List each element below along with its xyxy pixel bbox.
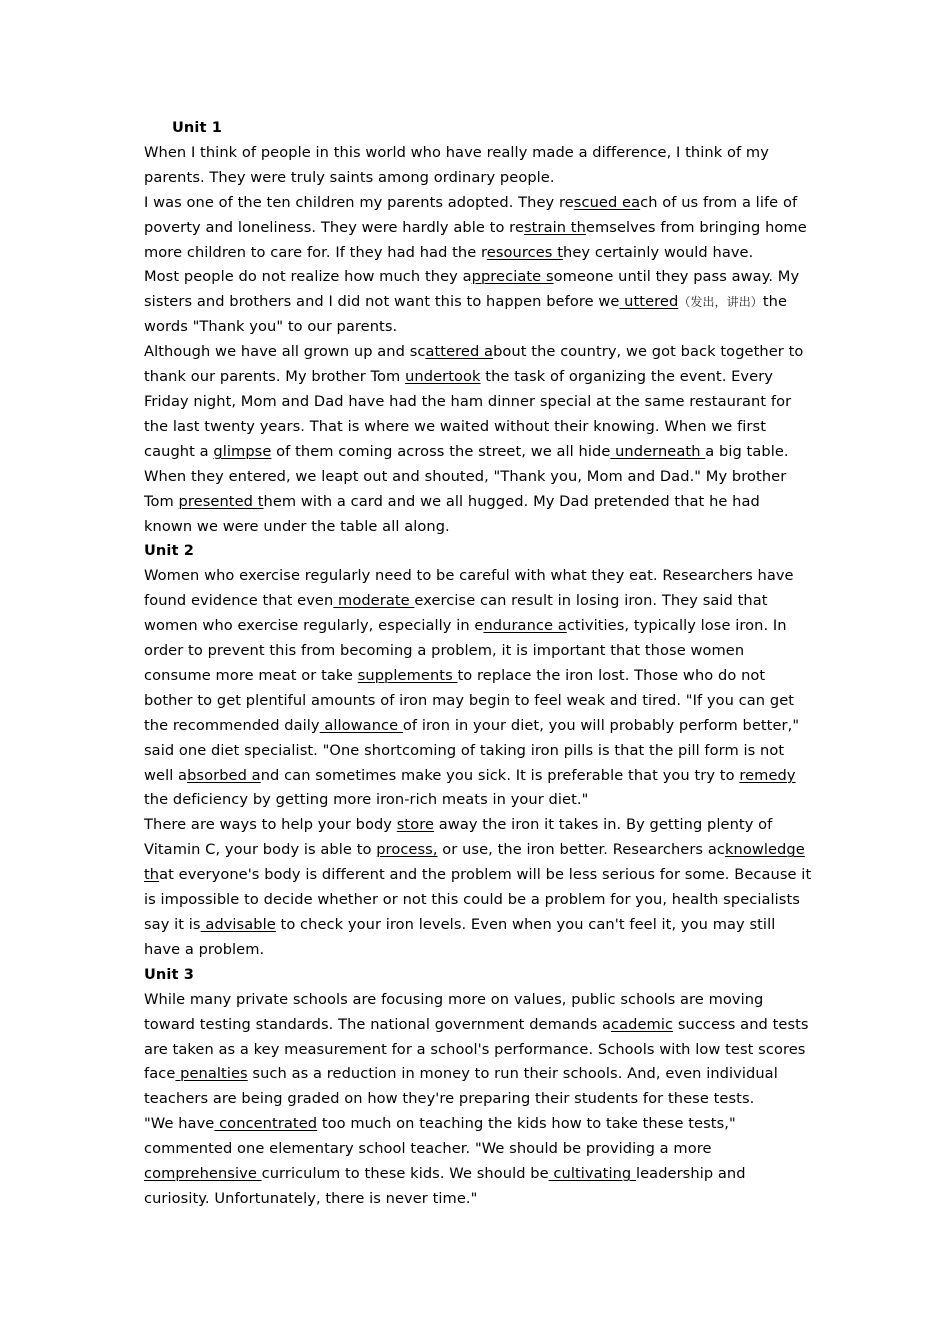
vocabulary-word: glimpse <box>213 442 272 460</box>
vocabulary-word: bsorbed a <box>187 766 261 784</box>
paragraph <box>144 564 812 813</box>
text-run: omeone until they pass away. My sisters and brothers and I did not want this to happen before we <box>144 268 800 311</box>
text-run: away the iron it takes in. By getting plenty of Vitamin C, your body is able to <box>144 816 773 859</box>
vocabulary-word: remedy <box>739 766 796 784</box>
text-run: Most people do not realize how much they a <box>144 268 472 286</box>
paragraph <box>144 1112 812 1212</box>
vocabulary-word: strain th <box>524 218 586 236</box>
vocabulary-word: supplements <box>357 666 458 684</box>
vocabulary-word: uttered <box>619 293 679 311</box>
unit-heading: Unit 2 <box>144 542 194 560</box>
vocabulary-word: underneath <box>610 442 706 460</box>
text-run: Although we have all grown up and sc <box>144 343 426 361</box>
vocabulary-word: presented t <box>178 492 264 510</box>
text-run: Women who exercise regularly need to be careful with what they eat. Researchers have found evidence that even <box>144 567 794 610</box>
text-run: exercise can result in losing iron. They said that women who exercise regularly, especially in e <box>144 592 768 635</box>
vocabulary-word: knowledge th <box>144 841 805 884</box>
text-run: leadership and curiosity. Unfortunately, there is never time." <box>144 1165 746 1207</box>
vocabulary-word: ppreciate s <box>471 268 554 286</box>
unit-heading: Unit 3 <box>144 965 194 983</box>
paragraph <box>144 813 812 962</box>
paragraph <box>144 265 812 340</box>
text-run: the words "Thank you" to our parents. <box>144 293 788 336</box>
vocabulary-word: cademic <box>611 1015 674 1033</box>
text-run: to replace the iron lost. Those who do not bother to get plentiful amounts of iron may begin to feel weak and tired. "If you can get the recommended daily <box>144 666 795 734</box>
text-run: While many private schools are focusing more on values, public schools are moving toward testing standards. The national government demands a <box>144 990 764 1033</box>
text-run: too much on teaching the kids how to take these tests," commented one elementary school teacher. "We should be providing a more <box>144 1115 736 1158</box>
unit-heading: Unit 1 <box>172 119 222 136</box>
paragraph <box>144 141 812 191</box>
vocabulary-word: esources t <box>486 243 564 261</box>
vocabulary-word: undertook <box>405 368 481 386</box>
vocabulary-word: process, <box>376 841 438 859</box>
paragraph <box>144 988 812 1113</box>
vocabulary-word: ndurance a <box>483 617 567 635</box>
text-run: ch of us from a life of poverty and loneliness. They were hardly able to re <box>144 193 798 236</box>
text-run: I was one of the ten children my parents adopted. They re <box>144 193 574 211</box>
text-run: emselves from bringing home more children to care for. If they had had the r <box>144 218 807 261</box>
text-run: the task of organizing the event. Every Friday night, Mom and Dad have had the ham dinner special at the same restaurant for the last twenty years. That is where we waited without their knowing. When we first caught a <box>144 368 792 460</box>
text-run: success and tests are taken as a key measurement for a school's performance. Schools with low test scores face <box>144 1015 809 1083</box>
vocabulary-word: comprehensive <box>144 1165 262 1183</box>
text-run: curriculum to these kids. We should be <box>261 1165 549 1183</box>
text-run: There are ways to help your body <box>144 816 397 834</box>
text-run: a big table. When they entered, we leapt out and shouted, "Thank you, Mom and Dad." My brother Tom <box>144 442 789 510</box>
vocabulary-word: scued ea <box>573 193 641 211</box>
text-run: the deficiency by getting more iron-rich meats in your diet." <box>144 791 589 809</box>
vocabulary-word: store <box>396 816 435 834</box>
text-run: of iron in your diet, you will probably perform better," said one diet specialist. "One shortcoming of taking iron pills is that the pill form is not well a <box>144 716 800 784</box>
document-page <box>144 116 812 1212</box>
text-run: bout the country, we got back together to thank our parents. My brother Tom <box>144 343 804 386</box>
text-run: at everyone's body is different and the problem will be less serious for some. Because it is impossible to decide whether or not this could be a problem for you, health specialists say it is <box>144 866 812 933</box>
paragraph <box>144 191 812 266</box>
vocabulary-word: advisable <box>200 916 276 933</box>
vocabulary-word: attered a <box>425 343 494 361</box>
text-run: or use, the iron better. Researchers ac <box>437 841 725 859</box>
paragraph <box>144 340 812 539</box>
text-run: hem with a card and we all hugged. My Dad pretended that he had known we were under the table all along. <box>144 492 760 535</box>
text-run: such as a reduction in money to run their schools. And, even individual teachers are being graded on how they're preparing their students for these tests. <box>144 1065 778 1108</box>
vocabulary-word: concentrated <box>214 1115 318 1133</box>
text-run: ctivities, typically lose iron. In order to prevent this from becoming a problem, it is important that those women consume more meat or take <box>144 617 787 684</box>
vocabulary-word: penalties <box>175 1065 248 1083</box>
text-run: of them coming across the street, we all hide <box>271 442 611 460</box>
vocabulary-word: cultivating <box>548 1165 636 1183</box>
vocabulary-word: moderate <box>333 592 415 610</box>
text-run: "We have <box>144 1115 215 1133</box>
vocabulary-word: allowance <box>319 716 403 734</box>
chinese-gloss: （发出，讲出） <box>678 295 763 310</box>
text-run: nd can sometimes make you sick. It is preferable that you try to <box>260 766 740 784</box>
text-run: When I think of people in this world who have really made a difference, I think of my parents. They were truly saints among ordinary people. <box>144 143 769 186</box>
text-run: hey certainly would have. <box>563 243 754 261</box>
text-run: to check your iron levels. Even when you can't feel it, you may still have a problem. <box>144 916 776 958</box>
